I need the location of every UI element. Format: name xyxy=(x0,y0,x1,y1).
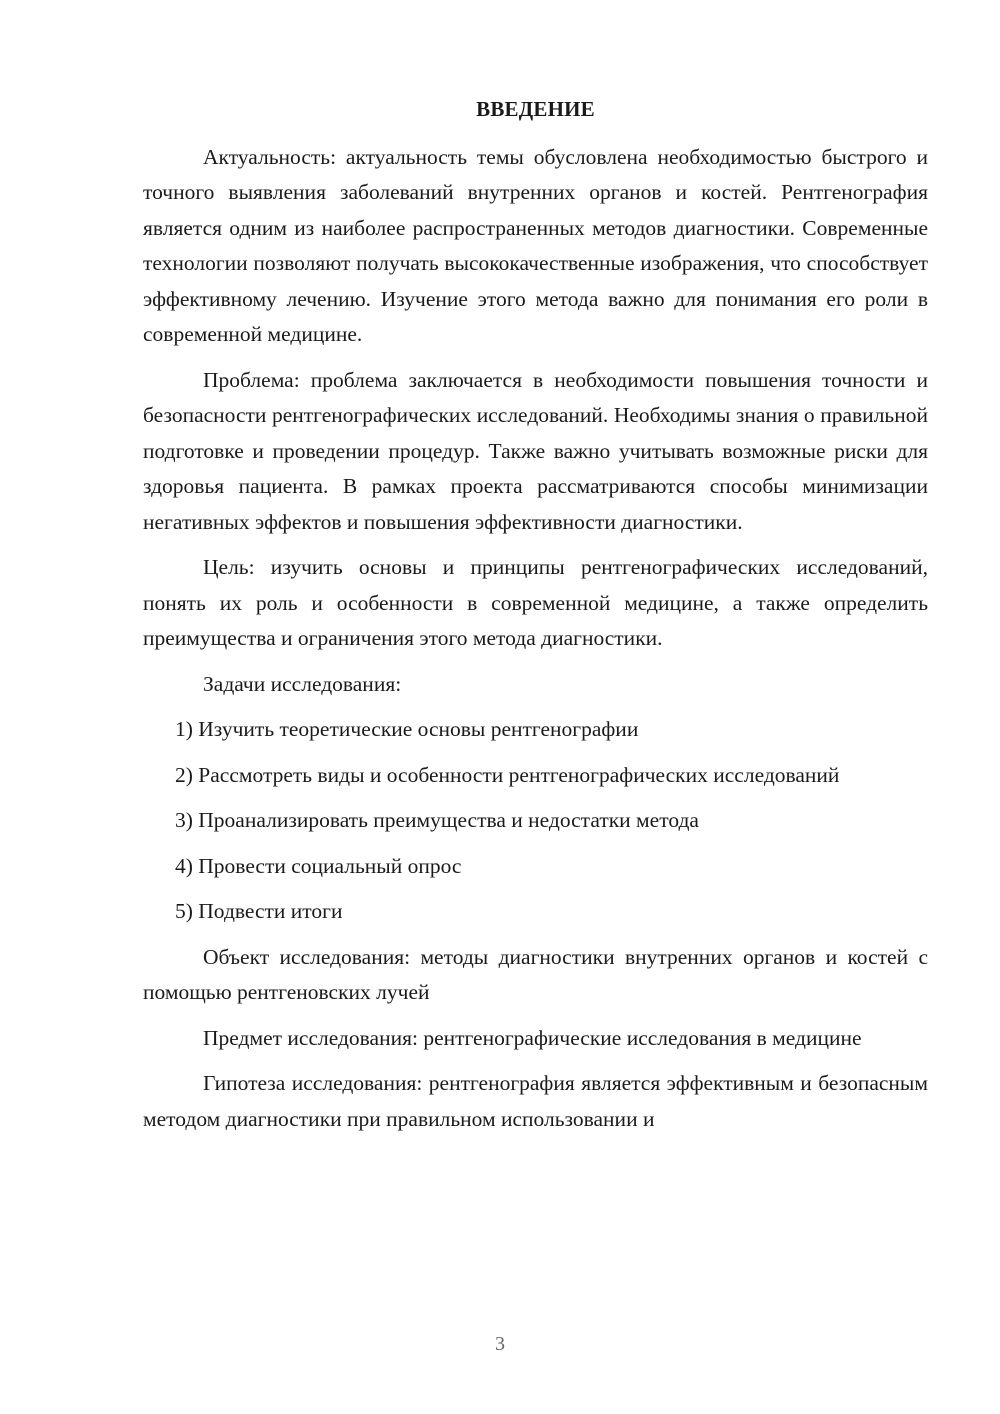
paragraph-relevance: Актуальность: актуальность темы обусловлена необходимостью быстрого и точного выявления заболеваний внутренних органов и костей. Рентгенография является одним из наиболее распространенных методов диагностики. Современные технологии позволяют получать высококачественные изображения, что способствует эффективному лечению. Изучение этого метода важно для понимания его роли в современной медицине. xyxy=(143,144,928,346)
task-item-2: 2) Рассмотреть виды и особенности рентгенографических исследований xyxy=(175,762,840,787)
task-item-4: 4) Провести социальный опрос xyxy=(175,853,462,878)
task-item-3: 3) Проанализировать преимущества и недостатки метода xyxy=(175,808,699,832)
document-title: ВВЕДЕНИЕ xyxy=(476,97,595,121)
paragraph-problem: Проблема: проблема заключается в необходимости повышения точности и безопасности рентгенографических исследований. Необходимы знания о правильной подготовке и проведении процедур. Также важно учитывать возможные риски для здоровья пациента. В рамках проекта рассматриваются способы минимизации негативных эффектов и повышения эффективности диагностики. xyxy=(143,367,928,534)
paragraph-subject: Предмет исследования: рентгенографические исследования в медицине xyxy=(203,1025,862,1050)
paragraph-object: Объект исследования: методы диагностики внутренних органов и костей с помощью рентгеновских лучей xyxy=(143,944,928,1004)
paragraph-hypothesis: Гипотеза исследования: рентгенография является эффективным и безопасным методом диагностики при правильном использовании и xyxy=(143,1071,928,1131)
document-page xyxy=(143,92,928,1147)
task-item-1: 1) Изучить теоретические основы рентгенографии xyxy=(175,717,639,741)
task-item-5: 5) Подвести итоги xyxy=(175,899,343,923)
tasks-heading: Задачи исследования: xyxy=(203,671,402,696)
page-number: 3 xyxy=(495,1333,505,1355)
tasks-list xyxy=(143,712,928,930)
paragraph-goal: Цель: изучить основы и принципы рентгенографических исследований, понять их роль и особенности в современной медицине, а также определить преимущества и ограничения этого метода диагностики. xyxy=(143,555,928,650)
